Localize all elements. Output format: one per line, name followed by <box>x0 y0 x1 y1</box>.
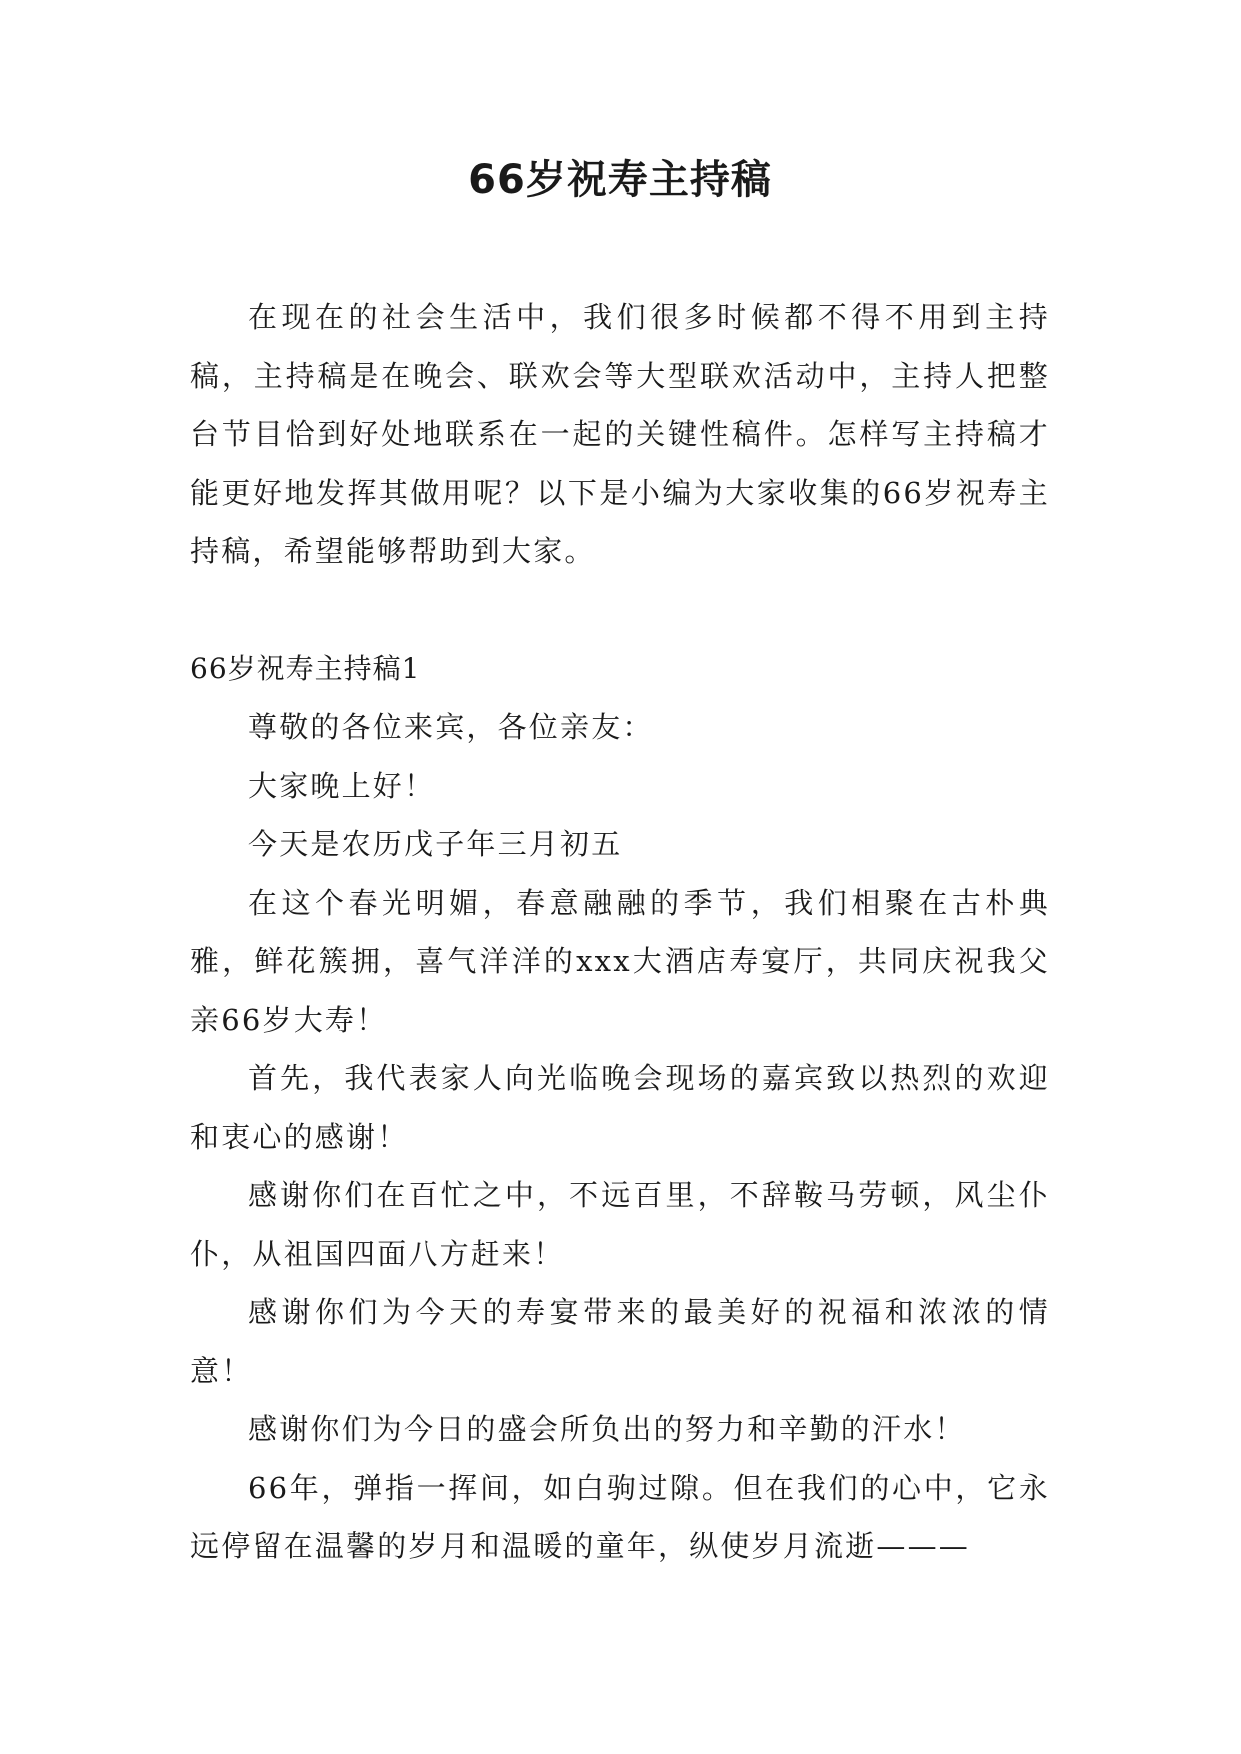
thanks-effort-paragraph: 感谢你们为今日的盛会所负出的努力和辛勤的汗水！ <box>248 1412 966 1446</box>
venue-paragraph: 在这个春光明媚，春意融融的季节，我们相聚在古朴典雅，鲜花簇拥，喜气洋洋的xxx大酒店寿宴厅，共同庆祝我父亲66岁大寿！ <box>190 885 1050 1037</box>
welcome-paragraph: 首先，我代表家人向光临晚会现场的嘉宾致以热烈的欢迎和衷心的感谢！ <box>190 1061 1050 1154</box>
document-title: 66岁祝寿主持稿 <box>468 157 772 203</box>
section-heading: 66岁祝寿主持稿1 <box>190 652 421 685</box>
greeting-paragraph: 尊敬的各位来宾，各位亲友： <box>248 710 654 744</box>
years-paragraph: 66年，弹指一挥间，如白驹过隙。但在我们的心中，它永远停留在温馨的岁月和温暖的童年，纵使岁月流逝——— <box>190 1470 1050 1563</box>
thanks-travel-paragraph: 感谢你们在百忙之中，不远百里，不辞鞍马劳顿，风尘仆仆，从祖国四面八方赶来！ <box>190 1178 1050 1271</box>
intro-paragraph: 在现在的社会生活中，我们很多时候都不得不用到主持稿，主持稿是在晚会、联欢会等大型联欢活动中，主持人把整台节目恰到好处地联系在一起的关键性稿件。怎样写主持稿才能更好地发挥其做用呢？以下是小编为大家收集的66岁祝寿主持稿，希望能够帮助到大家。 <box>190 300 1050 568</box>
speech-section-1 <box>190 640 1050 1576</box>
date-paragraph: 今天是农历戊子年三月初五 <box>248 827 623 861</box>
thanks-blessing-paragraph: 感谢你们为今天的寿宴带来的最美好的祝福和浓浓的情意！ <box>190 1295 1050 1388</box>
good-evening-paragraph: 大家晚上好！ <box>248 768 436 803</box>
